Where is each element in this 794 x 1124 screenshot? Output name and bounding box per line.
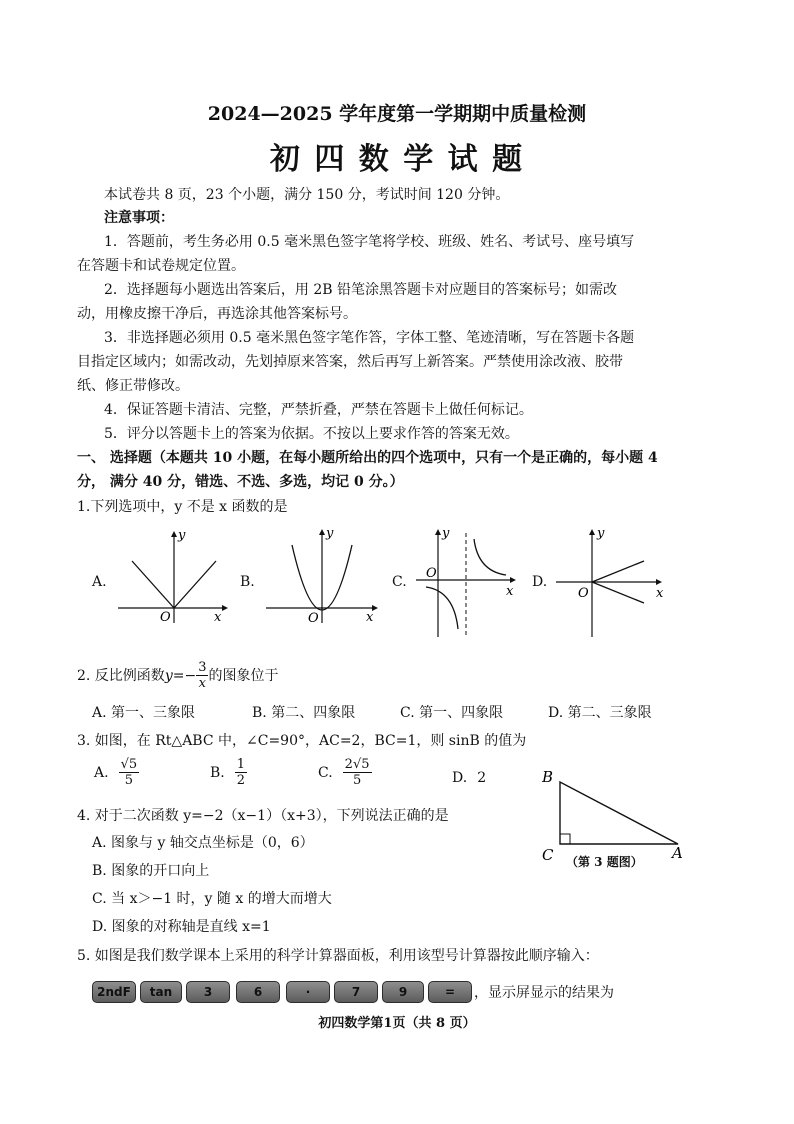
- notice-1-line2: 在答题卡和试卷规定位置。: [77, 258, 245, 274]
- q5-after-text: ，显示屏显示的结果为: [474, 985, 614, 1001]
- notice-3-line1: 3．非选择题必须用 0.5 毫米黑色签字笔作答，字体工整、笔迹清晰，写在答题卡各题: [104, 330, 635, 346]
- q3-a-num: √5: [120, 757, 138, 772]
- q2-fn-lhs: y=−: [164, 667, 197, 684]
- q3-stem: 3. 如图，在 Rt△ABC 中，∠C=90°，AC=2，BC=1，则 sinB 的值为: [77, 733, 527, 749]
- calc-key-6: 6: [236, 981, 280, 1003]
- notice-3-line3: 纸、修正带修改。: [77, 378, 189, 394]
- notice-2-line2: 动，用橡皮擦干净后，再选涂其他答案标号。: [77, 306, 357, 322]
- q1-option-c-label: C.: [392, 574, 407, 590]
- q1-option-b-label: B.: [240, 574, 255, 590]
- q2-option-b: B. 第二、四象限: [252, 705, 356, 721]
- q1b-origin-label: O: [308, 611, 319, 625]
- q2-stem-before: 2. 反比例函数: [77, 667, 165, 684]
- q3-option-d: [452, 768, 486, 788]
- q3-option-a-frac: [119, 757, 140, 788]
- q3-c-den: 5: [352, 773, 362, 788]
- q1-graph-a: [110, 525, 230, 625]
- q3-option-c-label: C.: [318, 764, 333, 781]
- q2-stem: [77, 660, 278, 691]
- page-footer: 初四数学第1页（共 8 页）: [318, 1016, 476, 1031]
- q2-fraction: [196, 660, 208, 691]
- q3-option-a-label: A.: [94, 764, 109, 781]
- q1-option-d-label: D.: [532, 574, 548, 590]
- notice-1-line1: 1．答题前，考生务必用 0.5 毫米黑色签字笔将学校、班级、姓名、考试号、座号填写: [104, 234, 635, 250]
- calc-key-equals: =: [428, 981, 472, 1003]
- q2-stem-after: 的图象位于: [208, 667, 279, 684]
- q3-option-c: [318, 757, 372, 788]
- q3-option-d-text: 2: [477, 770, 487, 786]
- q5-stem: 5. 如图是我们数学课本上采用的科学计算器面板，利用该型号计算器按此顺序输入：: [77, 948, 599, 964]
- calc-key-tan: tan: [140, 981, 182, 1003]
- q1-graph-b: [262, 525, 382, 625]
- q3-option-b: [210, 757, 247, 788]
- q3-vertex-b: B: [542, 768, 554, 786]
- intro-text: 本试卷共 8 页，23 个小题，满分 150 分，考试时间 120 分钟。: [104, 187, 510, 203]
- notice-2-line1: 2．选择题每小题选出答案后，用 2B 铅笔涂黑答题卡对应题目的答案标号；如需改: [104, 282, 618, 298]
- q3-b-den: 2: [236, 773, 246, 788]
- q1a-origin-label: O: [160, 610, 171, 625]
- q1d-y-label: y: [597, 526, 605, 541]
- q3-option-b-frac: [235, 757, 247, 788]
- q3-b-num: 1: [236, 757, 246, 772]
- notice-heading: 注意事项：: [104, 210, 174, 226]
- q1b-y-label: y: [326, 526, 334, 541]
- q3-vertex-c: C: [542, 846, 554, 864]
- notice-3-line2: 目指定区域内；如需改动，先划掉原来答案，然后再写上新答案。严禁使用涂改液、胶带: [77, 354, 623, 370]
- q1d-origin-label: O: [578, 586, 589, 601]
- q1-graph-d: [552, 525, 672, 640]
- q3-a-den: 5: [124, 773, 133, 788]
- q3-c-num: 2√5: [344, 757, 370, 772]
- calc-key-dot: ·: [286, 981, 330, 1003]
- section1-line1: 一、 选择题（本题共 10 小题，在每小题所给出的四个选项中，只有一个是正确的，每小题 4: [77, 450, 658, 466]
- q1c-y-label: y: [442, 526, 450, 541]
- q2-frac-num: 3: [198, 660, 207, 675]
- exam-title: 2024—2025 学年度第一学期期中质量检测: [207, 103, 587, 125]
- exam-subtitle: 初 四 数 学 试 题: [269, 142, 525, 177]
- q4-option-c: C. 当 x＞−1 时，y 随 x 的增大而增大: [92, 891, 332, 907]
- calc-key-3: 3: [186, 981, 230, 1003]
- q1d-x-label: x: [656, 586, 664, 601]
- q4-option-a: A. 图象与 y 轴交点坐标是（0，6）: [92, 835, 314, 851]
- q1-graph-c: [412, 525, 522, 640]
- q1-stem: 1.下列选项中，y 不是 x 函数的是: [77, 499, 288, 515]
- q1b-x-label: x: [366, 610, 374, 625]
- q4-option-d: D. 图象的对称轴是直线 x=1: [92, 919, 271, 935]
- q3-option-a: [94, 757, 139, 788]
- calc-key-2ndf: 2ndF: [92, 981, 136, 1003]
- calc-key-7: 7: [334, 981, 378, 1003]
- section1-line2: 分， 满分 40 分，错选、不选、多选，均记 0 分。）: [77, 474, 404, 490]
- q2-frac-den: x: [198, 676, 206, 691]
- q3-figure-caption: （第 3 题图）: [566, 855, 643, 869]
- q2-option-c: C. 第一、四象限: [400, 705, 504, 721]
- q1a-y-label: y: [178, 528, 186, 543]
- q4-stem: 4. 对于二次函数 y=−2（x−1）（x+3），下列说法正确的是: [77, 808, 449, 824]
- q1c-origin-label: O: [426, 566, 437, 581]
- q3-option-c-frac: [343, 757, 372, 788]
- q2-option-a: A. 第一、三象限: [92, 705, 196, 721]
- q3-option-d-label: D.: [452, 770, 468, 786]
- notice-5: 5．评分以答题卡上的答案为依据。不按以上要求作答的答案无效。: [104, 426, 519, 442]
- q1a-x-label: x: [214, 610, 222, 625]
- q1-option-a-label: A.: [92, 574, 107, 590]
- q3-vertex-a: A: [672, 844, 683, 862]
- q1c-x-label: x: [506, 584, 514, 599]
- notice-4: 4．保证答题卡清洁、完整，严禁折叠，严禁在答题卡上做任何标记。: [104, 402, 533, 418]
- q3-option-b-label: B.: [210, 764, 225, 781]
- q4-option-b: B. 图象的开口向上: [92, 863, 210, 879]
- calc-key-9: 9: [382, 981, 424, 1003]
- q2-option-d: D. 第二、三象限: [548, 705, 652, 721]
